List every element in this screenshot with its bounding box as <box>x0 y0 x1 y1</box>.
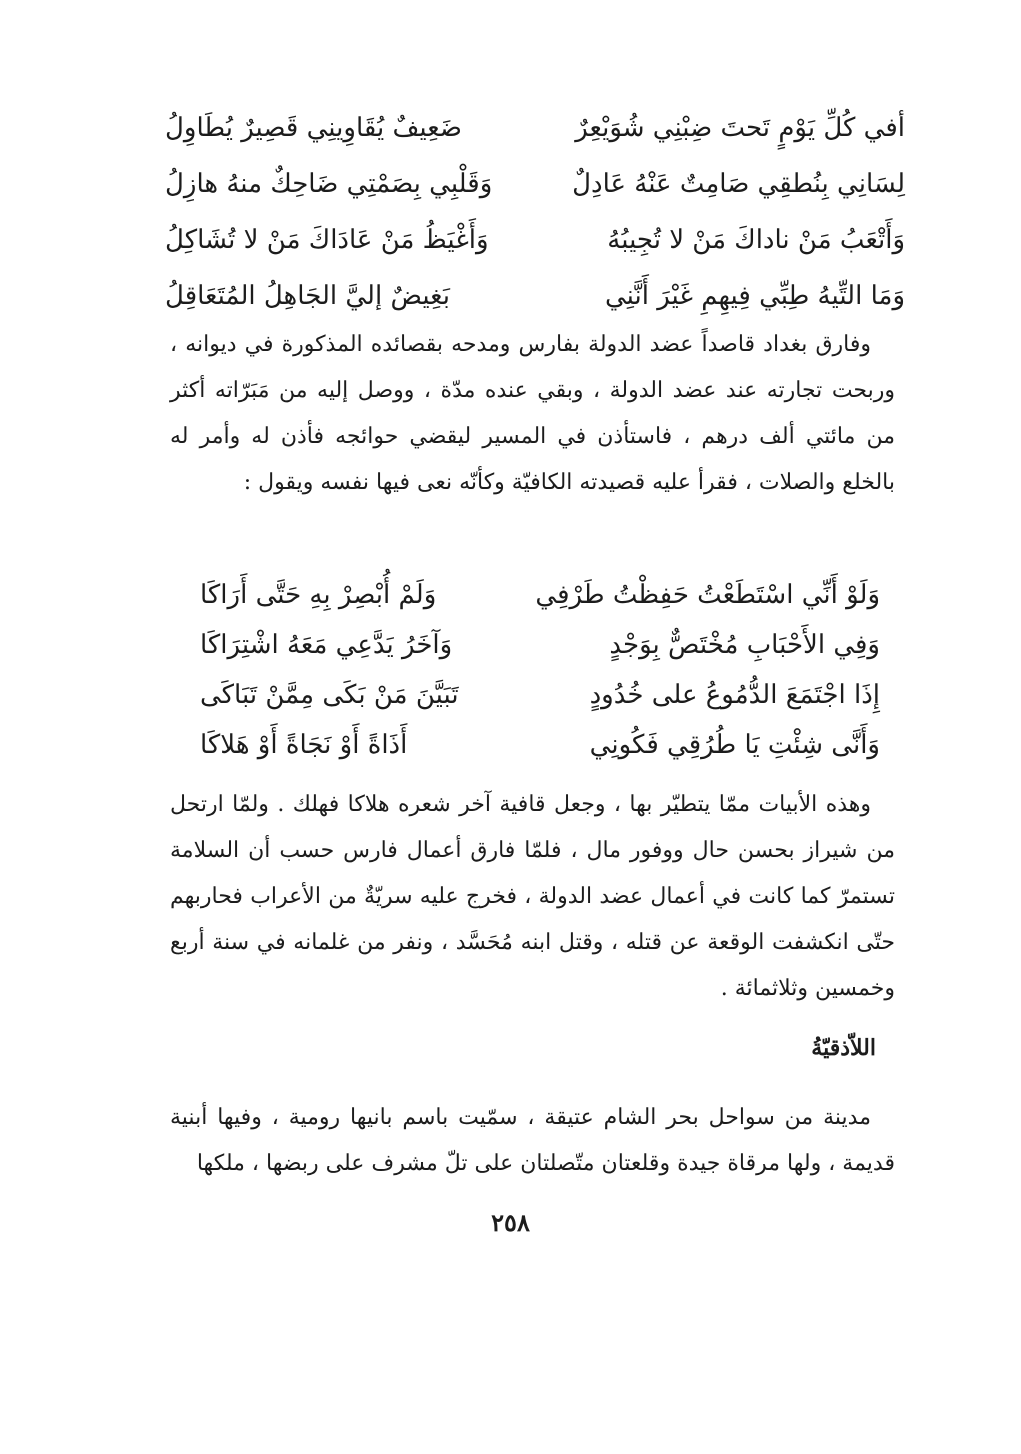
poem-block-1 <box>165 100 905 324</box>
verse-line <box>200 570 880 620</box>
paragraph-text: وفارق بغداد قاصداً عضد الدولة بفارس ومدحه بقصائده المذكورة في ديوانه ، وربحت تجارته عند عضد الدولة ، وبقي عنده مدّة ، ووصل إليه من مَبَرّاته أكثر من مائتي ألف درهم ، فاستأذن في المسير ليقضي حوائجه فأذن له وأمر له بالخلع والصلات ، فقرأ عليه قصيدته الكافيّة وكأنّه نعى فيها نفسه ويقول : <box>170 332 896 495</box>
paragraph-text: مدينة من سواحل بحر الشام عتيقة ، سمّيت باسم بانيها رومية ، وفيها أبنية قديمة ، ولها مرقاة جيدة وقلعتان متّصلتان على تلّ مشرف على ربضها ، ملكها <box>170 1105 895 1176</box>
verse-line <box>165 156 905 212</box>
verse-line <box>200 620 880 670</box>
verse-line <box>165 100 905 156</box>
verse-first-hemistich: وَأَنَّى شِئْتِ يَا طُرُقِي فَكُونِي <box>589 730 880 760</box>
verse-second-hemistich: وَلَمْ أُبْصِرْ بِهِ حَتَّى أَرَاكَا <box>200 580 437 610</box>
verse-second-hemistich: أَذَاةً أَوْ نَجَاةً أَوْ هَلاكَا <box>200 730 408 760</box>
verse-first-hemistich: وَأَتْعَبُ مَنْ ناداكَ مَنْ لا تُجِيبُهُ <box>607 225 905 255</box>
verse-first-hemistich: وَفِي الأَحْبَابِ مُخْتَصٌّ بِوَجْدٍ <box>609 630 880 660</box>
verse-second-hemistich: بَغِيضٌ إليَّ الجَاهِلُ المُتَعَاقِلُ <box>165 281 450 311</box>
verse-first-hemistich: لِسَانِي بِنُطقِي صَامِتٌ عَنْهُ عَادِلٌ <box>572 169 905 199</box>
verse-first-hemistich: إِذَا اجْتَمَعَ الدُّمُوعُ على خُدُودٍ <box>589 680 880 710</box>
verse-first-hemistich: وَمَا التِّيهُ طِبِّي فِيهِمِ غَيْرَ أَنَّنِي <box>604 281 905 311</box>
poem-block-2 <box>200 570 880 770</box>
verse-second-hemistich: تَبَيَّنَ مَنْ بَكَى مِمَّنْ تَبَاكَى <box>200 680 459 710</box>
verse-line <box>165 212 905 268</box>
verse-first-hemistich: أفي كُلِّ يَوْمٍ تَحتَ ضِبْنِي شُوَيْعِرٌ <box>575 113 905 143</box>
section-heading: اللاّذقيّةُ <box>811 1035 876 1061</box>
verse-first-hemistich: وَلَوْ أَنِّي اسْتَطَعْتُ حَفِظْتُ طَرْفِي <box>535 580 880 610</box>
verse-line <box>200 720 880 770</box>
verse-line <box>165 268 905 324</box>
paragraph <box>170 782 895 1012</box>
verse-second-hemistich: وَقَلْبِي بِصَمْتِي ضَاحِكٌ منهُ هازِلُ <box>165 169 493 199</box>
verse-second-hemistich: وَآخَرُ يَدَّعِي مَعَهُ اشْتِرَاكَا <box>200 630 453 660</box>
verse-line <box>200 670 880 720</box>
page-number: ٢٥٨ <box>491 1208 530 1237</box>
paragraph <box>170 1095 895 1187</box>
verse-second-hemistich: وَأَغْيَظُ مَنْ عَادَاكَ مَنْ لا تُشَاكِلُ <box>165 225 489 255</box>
paragraph <box>170 322 895 506</box>
verse-second-hemistich: ضَعِيفٌ يُقَاوِينِي قَصِيرٌ يُطَاوِلُ <box>165 113 462 143</box>
paragraph-text: وهذه الأبيات ممّا يتطيّر بها ، وجعل قافية آخر شعره هلاكا فهلك . ولمّا ارتحل من شيراز بحسن حال ووفور مال ، فلمّا فارق أعمال فارس حسب أن السلامة تستمرّ كما كانت في أعمال عضد الدولة ، فخرج عليه سريّةٌ من الأعراب فحاربهم حتّى انكشفت الوقعة عن قتله ، وقتل ابنه مُحَسَّد ، ونفر من غلمانه في سنة أربع وخمسين وثلاثمائة . <box>170 792 895 1001</box>
